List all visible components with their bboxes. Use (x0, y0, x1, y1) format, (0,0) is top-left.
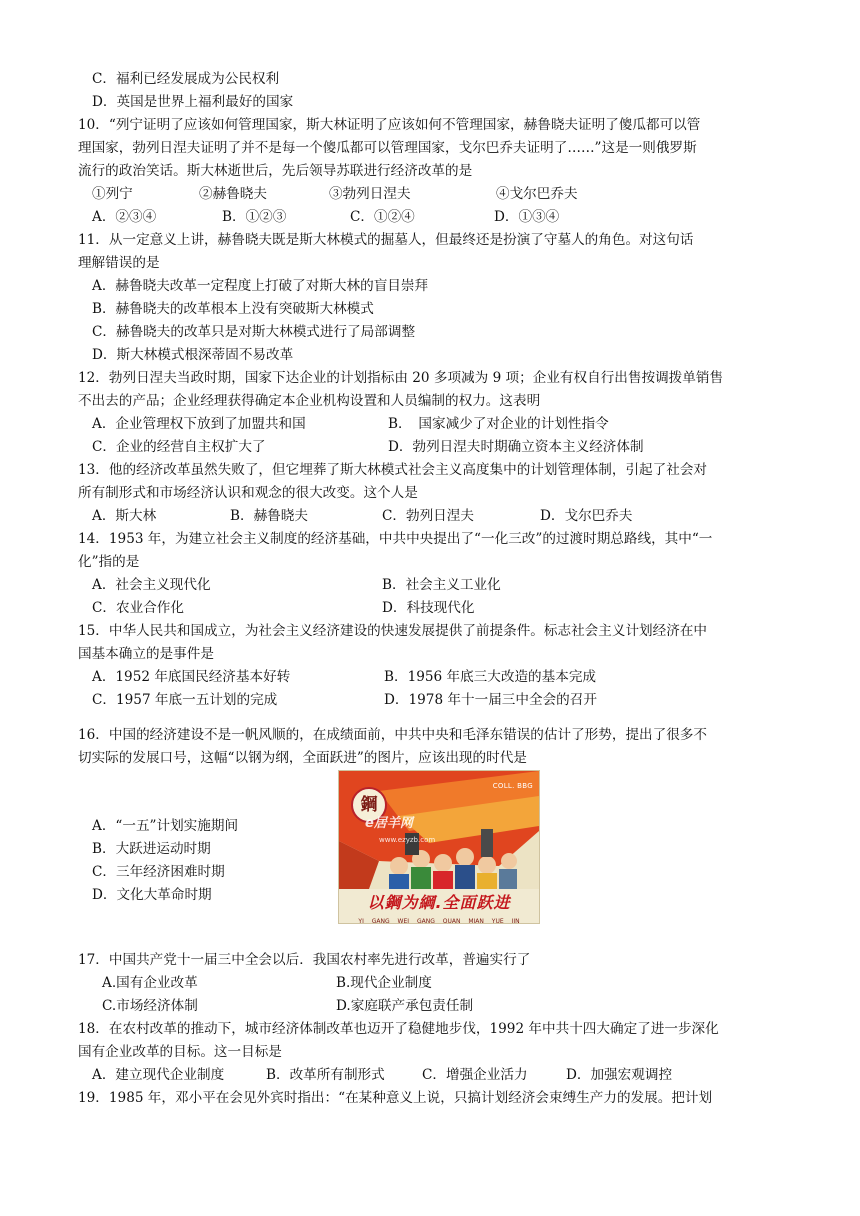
q15-options-row2 (92, 689, 772, 712)
q14-option-a: A．社会主义现代化 (92, 577, 211, 593)
q12-option-d: D．勃列日涅夫时期确立资本主义经济体制 (388, 439, 644, 455)
poster-watermark-url: www.ezyzb.com (379, 836, 436, 844)
q10-option-d: D．①③④ (494, 209, 560, 225)
q13-option-d: D．戈尔巴乔夫 (540, 508, 633, 524)
q17-option-a: A.国有企业改革 (102, 975, 198, 991)
q9-option-c: C．福利已经发展成为公民权利 (92, 71, 280, 87)
q18-option-b: B．改革所有制形式 (266, 1067, 385, 1083)
q11-option-a: A．赫鲁晓夫改革一定程度上打破了对斯大林的盲目崇拜 (92, 278, 429, 294)
q12-stem-line1: 12．勃列日涅夫当政时期，国家下达企业的计划指标由 20 多项减为 9 项；企业有权自行出售按调拨单销售 (78, 370, 724, 386)
q11-stem-line1: 11．从一定意义上讲，赫鲁晓夫既是斯大林模式的掘墓人，但最终还是扮演了守墓人的角色。对这句话 (78, 232, 694, 248)
q15-option-d: D．1978 年十一届三中全会的召开 (384, 692, 597, 708)
q13-option-b: B．赫鲁晓夫 (230, 508, 308, 524)
q19-stem-line1: 19．1985 年，邓小平在会见外宾时指出：“在某种意义上说，只搞计划经济会束缚生产力的发展。把计划 (78, 1090, 713, 1106)
q10-options-row (92, 206, 772, 229)
q18-stem-line1: 18．在农村改革的推动下，城市经济体制改革也迈开了稳健地步伐，1992 年中共十四大确定了进一步深化 (78, 1021, 719, 1037)
q10-item-4: ④戈尔巴乔夫 (496, 186, 578, 202)
q13-option-a: A．斯大林 (92, 508, 157, 524)
q10-items-row (92, 183, 772, 206)
q10-stem-line2: 理国家，勃列日涅夫证明了并不是每一个傻瓜都可以管理国家，戈尔巴乔夫证明了……”这是一则俄罗斯 (78, 140, 697, 156)
q13-stem-line2: 所有制形式和市场经济认识和观念的很大改变。这个人是 (78, 485, 418, 501)
q10-item-1: ①列宁 (92, 186, 133, 202)
q10-option-b: B．①②③ (222, 209, 287, 225)
q9-option-d: D．英国是世界上福利最好的国家 (92, 94, 294, 110)
q17-option-c: C.市场经济体制 (102, 998, 198, 1014)
q12-stem-line2: 不出去的产品；企业经理获得确定本企业机构设置和人员编制的权力。这表明 (78, 393, 541, 409)
q12-option-a: A．企业管理权下放到了加盟共和国 (92, 416, 306, 432)
q17-stem-line1: 17．中国共产党十一届三中全会以后．我国农村率先进行改革，普遍实行了 (78, 952, 531, 968)
q13-options-row (92, 505, 772, 528)
q15-option-b: B．1956 年底三大改造的基本完成 (384, 669, 597, 685)
q14-option-d: D．科技现代化 (382, 600, 475, 616)
q14-options-row2 (92, 597, 772, 620)
q16-option-d: D．文化大革命时期 (92, 887, 212, 903)
q16-option-b: B．大跃进运动时期 (92, 841, 211, 857)
q10-item-2: ②赫鲁晓夫 (199, 186, 267, 202)
q15-option-a: A．1952 年底国民经济基本好转 (92, 669, 291, 685)
q15-stem-line2: 国基本确立的是事件是 (78, 646, 214, 662)
q14-options-row1 (92, 574, 772, 597)
q11-option-c: C．赫鲁晓夫的改革只是对斯大林模式进行了局部调整 (92, 324, 416, 340)
poster-slogan: 以鋼为綱.全面跃进 (367, 893, 511, 912)
q17-options-row2 (102, 995, 782, 1018)
q16-stem-line2: 切实际的发展口号，这幅“以钢为纲，全面跃进”的图片，应该出现的时代是 (78, 750, 527, 766)
q10-stem-line1: 10．“列宁证明了应该如何管理国家，斯大林证明了应该如何不管理国家，赫鲁晓夫证明了傻瓜都可以管 (78, 117, 701, 133)
q10-stem-line3: 流行的政治笑话。斯大林逝世后，先后领导苏联进行经济改革的是 (78, 163, 473, 179)
q14-stem-line2: 化”指的是 (78, 554, 140, 570)
q12-options-row2 (92, 436, 772, 459)
great-leap-poster-image (338, 770, 540, 924)
q10-item-3: ③勃列日涅夫 (329, 186, 411, 202)
q13-option-c: C．勃列日涅夫 (382, 508, 474, 524)
q14-stem-line1: 14．1953 年，为建立社会主义制度的经济基础，中共中央提出了“一化三改”的过渡时期总路线，其中“一 (78, 531, 713, 547)
q15-option-c: C．1957 年底一五计划的完成 (92, 692, 278, 708)
q13-stem-line1: 13．他的经济改革虽然失败了，但它埋葬了斯大林模式社会主义高度集中的计划管理体制，引起了社会对 (78, 462, 708, 478)
q17-options-row1 (102, 972, 782, 995)
steel-badge: 鋼 (351, 787, 387, 823)
q17-option-d: D.家庭联产承包责任制 (336, 998, 474, 1014)
poster-collection-mark: COLL. BBG (492, 782, 533, 790)
q17-option-b: B.现代企业制度 (336, 975, 432, 991)
q18-option-a: A．建立现代企业制度 (92, 1067, 225, 1083)
q16-option-c: C．三年经济困难时期 (92, 864, 225, 880)
q18-stem-line2: 国有企业改革的目标。这一目标是 (78, 1044, 282, 1060)
q14-option-b: B．社会主义工业化 (382, 577, 501, 593)
q15-options-row1 (92, 666, 772, 689)
q11-option-d: D．斯大林模式根深蒂固不易改革 (92, 347, 294, 363)
poster-watermark: e居羊网 (365, 816, 413, 831)
q10-option-a: A．②③④ (92, 209, 157, 225)
q10-option-c: C．①②④ (350, 209, 415, 225)
q14-option-c: C．农业合作化 (92, 600, 184, 616)
q16-stem-line1: 16．中国的经济建设不是一帆风顺的，在成绩面前，中共中央和毛泽东错误的估计了形势，提出了很多不 (78, 727, 708, 743)
q18-options-row (92, 1064, 772, 1087)
q18-option-c: C．增强企业活力 (422, 1067, 528, 1083)
q11-stem-line2: 理解错误的是 (78, 255, 160, 271)
q18-option-d: D．加强宏观调控 (566, 1067, 673, 1083)
q12-option-c: C．企业的经营自主权扩大了 (92, 439, 266, 455)
q16-option-a: A．“一五”计划实施期间 (92, 818, 239, 834)
q15-stem-line1: 15．中华人民共和国成立，为社会主义经济建设的快速发展提供了前提条件。标志社会主义计划经济在中 (78, 623, 708, 639)
q12-option-b: B． 国家减少了对企业的计划性指令 (388, 416, 609, 432)
q12-options-row1 (92, 413, 772, 436)
q11-option-b: B．赫鲁晓夫的改革根本上没有突破斯大林模式 (92, 301, 374, 317)
poster-pinyin: YI GANG WEI GANG QUAN MIAN YUE JIN (358, 918, 520, 924)
